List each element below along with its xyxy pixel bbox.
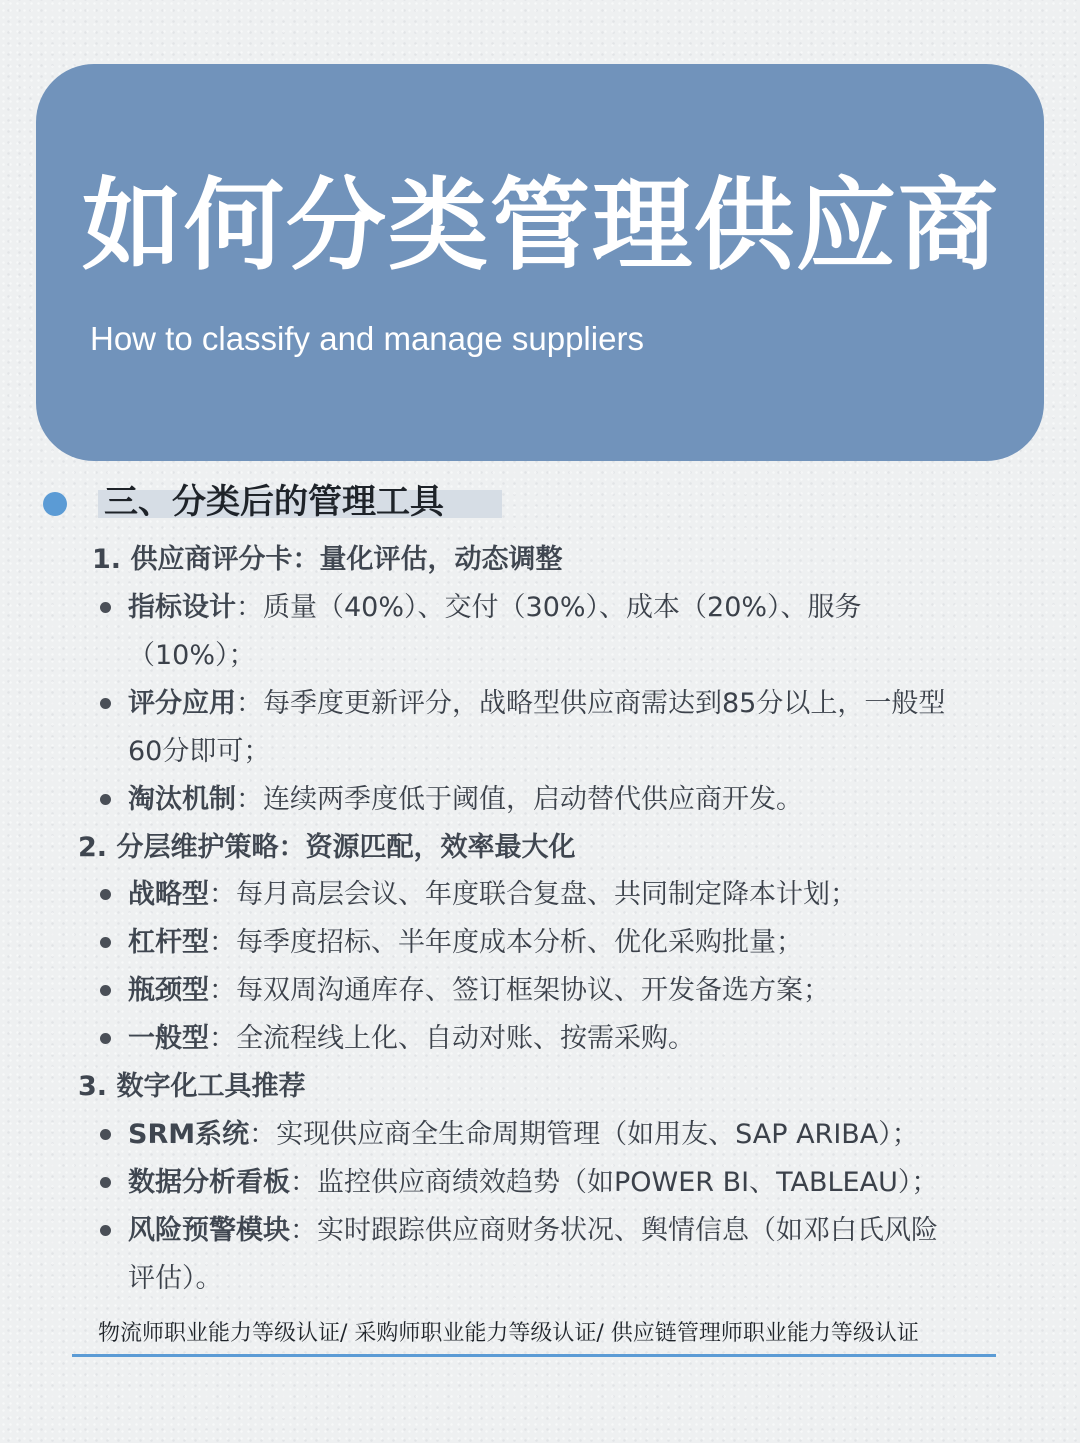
item-separator: ：	[236, 592, 263, 623]
list-item	[128, 919, 803, 967]
footer-divider	[72, 1354, 996, 1357]
item-term: SRM系统	[128, 1119, 250, 1150]
item-text: 质量（40%）、交付（30%）、成本（20%）、服务	[263, 592, 862, 623]
section-dot-icon	[43, 492, 67, 516]
item-separator: ：	[236, 688, 263, 719]
bullet-icon	[100, 889, 111, 900]
page-subtitle: How to classify and manage suppliers	[90, 320, 644, 357]
item-separator: ：	[209, 927, 236, 958]
item-separator: ：	[209, 975, 236, 1006]
title-banner	[36, 64, 1044, 461]
item-term: 瓶颈型	[128, 975, 209, 1006]
bullet-icon	[100, 937, 111, 948]
footer-certifications: 物流师职业能力等级认证/ 采购师职业能力等级认证/ 供应链管理师职业能力等级认证	[98, 1321, 919, 1346]
bullet-icon	[100, 698, 111, 709]
group-heading-tiered-maintenance: 2. 分层维护策略：资源匹配，效率最大化	[78, 832, 576, 863]
item-separator: ：	[290, 1215, 317, 1246]
item-separator: ：	[249, 1119, 277, 1150]
bullet-icon	[100, 1129, 111, 1140]
item-text: 实时跟踪供应商财务状况、舆情信息（如邓白氏风险	[317, 1215, 938, 1246]
item-text-continued: 评估）。	[128, 1263, 223, 1294]
section-title: 三、分类后的管理工具	[104, 482, 444, 522]
item-text-continued: （10%）；	[128, 640, 256, 671]
page-title: 如何分类管理供应商	[82, 167, 1000, 284]
item-term: 战略型	[128, 879, 209, 910]
list-item	[128, 967, 830, 1015]
item-text: 每季度更新评分，战略型供应商需达到85分以上，一般型	[263, 688, 946, 719]
item-term: 风险预警模块	[128, 1215, 290, 1246]
item-text: 每季度招标、半年度成本分析、优化采购批量；	[236, 927, 803, 958]
list-item	[128, 1015, 695, 1063]
item-text: 每双周沟通库存、签订框架协议、开发备选方案；	[236, 975, 830, 1006]
list-item	[128, 584, 862, 632]
bullet-icon	[100, 602, 111, 613]
item-text-continued: 60分即可；	[128, 736, 271, 767]
item-text: 监控供应商绩效趋势（如POWER BI、TABLEAU）；	[317, 1167, 939, 1198]
item-separator: ：	[209, 879, 236, 910]
item-text: 每月高层会议、年度联合复盘、共同制定降本计划；	[236, 879, 857, 910]
item-separator: ：	[290, 1167, 317, 1198]
item-text: 连续两季度低于阈值，启动替代供应商开发。	[263, 784, 803, 815]
item-term: 评分应用	[128, 688, 236, 719]
item-text: 全流程线上化、自动对账、按需采购。	[236, 1023, 695, 1054]
list-item	[128, 1159, 938, 1207]
bullet-icon	[100, 985, 111, 996]
item-term: 数据分析看板	[128, 1167, 290, 1198]
bullet-icon	[100, 1033, 111, 1044]
list-item	[128, 1111, 919, 1159]
bullet-icon	[100, 794, 111, 805]
item-separator: ：	[236, 784, 263, 815]
group-heading-digital-tools: 3. 数字化工具推荐	[78, 1071, 306, 1102]
bullet-icon	[100, 1177, 111, 1188]
list-item	[128, 871, 857, 919]
item-term: 一般型	[128, 1023, 209, 1054]
item-text: 实现供应商全生命周期管理（如用友、SAP ARIBA）；	[276, 1119, 919, 1150]
item-separator: ：	[209, 1023, 236, 1054]
group-heading-scorecard: 1. 供应商评分卡：量化评估，动态调整	[92, 544, 563, 575]
item-term: 杠杆型	[128, 927, 209, 958]
bullet-icon	[100, 1225, 111, 1236]
item-term: 淘汰机制	[128, 784, 236, 815]
item-term: 指标设计	[128, 592, 236, 623]
list-item	[128, 680, 945, 728]
list-item	[128, 776, 803, 824]
list-item	[128, 1207, 938, 1255]
